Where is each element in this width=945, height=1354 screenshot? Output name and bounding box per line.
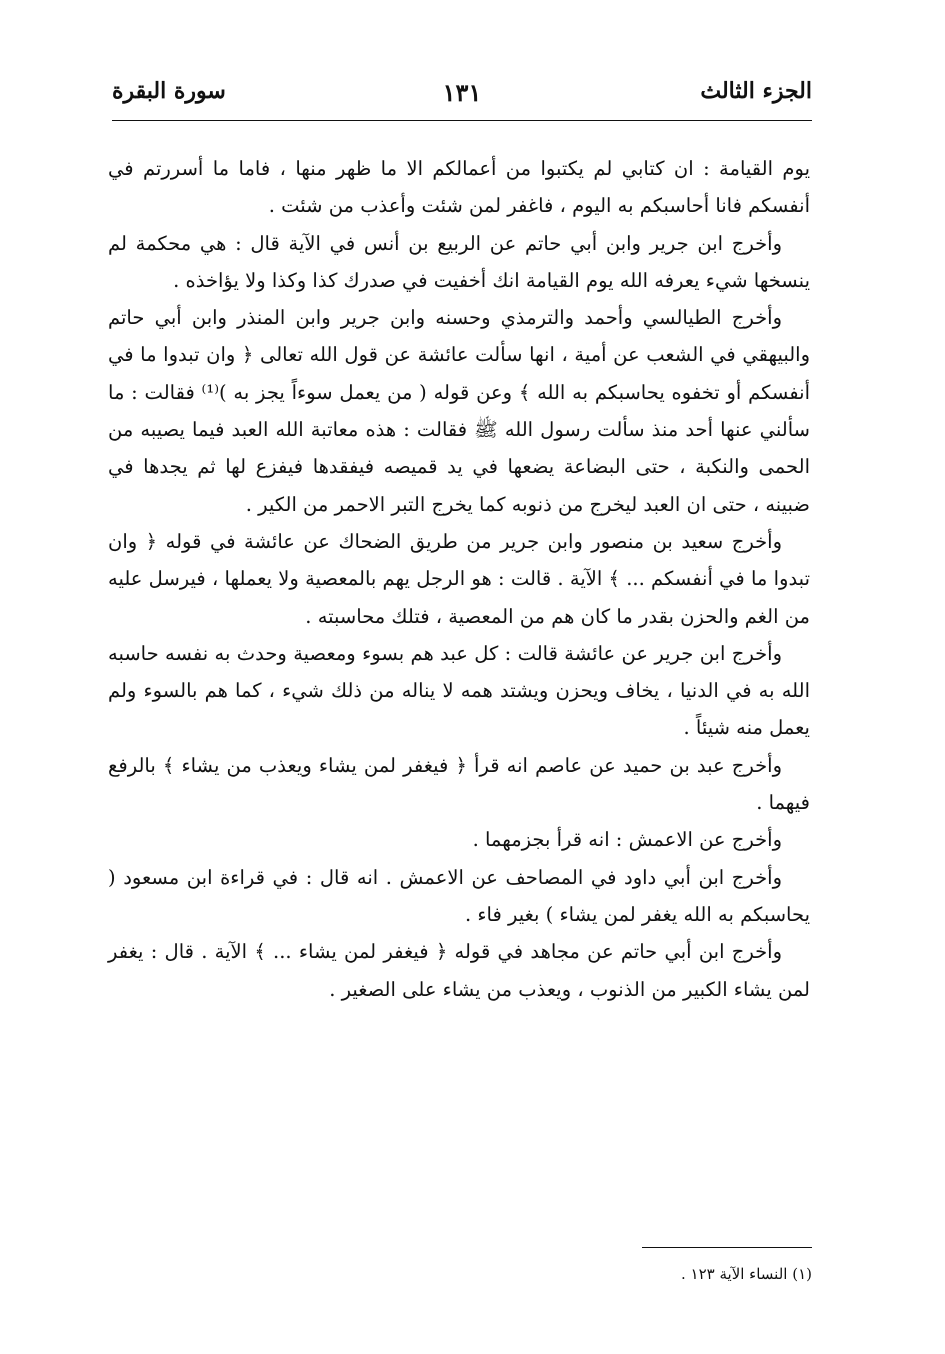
paragraph: وأخرج عبد بن حميد عن عاصم انه قرأ ﴿ فيغفر لمن يشاء ويعذب من يشاء ﴾ بالرفع فيهما . — [108, 753, 810, 815]
paragraph: وأخرج ابن أبي حاتم عن مجاهد في قوله ﴿ فيغفر لمن يشاء ... ﴾ الآية . قال : يغفر لمن يشاء الكبير من الذنوب ، ويعذب من يشاء على الصغير . — [108, 940, 810, 1001]
paragraph: وأخرج عن الاعمش : انه قرأ بجزمهما . — [472, 828, 782, 852]
paragraph: يوم القيامة : ان كتابي لم يكتبوا من أعمالكم الا ما ظهر منها ، فاما ما أسررتم في أنفسكم فانا أحاسبكم به اليوم ، فاغفر لمن شئت وأعذب من شئت . — [108, 157, 810, 218]
paragraph: وأخرج ابن أبي داود في المصاحف عن الاعمش . انه قال : في قراءة ابن مسعود ( يحاسبكم به الله يغفر لمن يشاء ) بغير فاء . — [108, 865, 810, 926]
footnote-rule — [642, 1247, 812, 1248]
footnote: (١) النساء الآية ١٢٣ . — [680, 1265, 812, 1283]
header-rule — [112, 120, 812, 121]
paragraph: وأخرج الطيالسي وأحمد والترمذي وحسنه وابن جرير وابن المنذر وابن أبي حاتم والبيهقي في الشعب عن أمية ، انها سألت عائشة عن قول الله تعالى ﴿ وان تبدوا ما في أنفسكم أو تخفوه يحاسبكم به الله ﴾ وعن قوله ( من يعمل سوءاً يجز به )⁽¹⁾ فقالت : ما سألني عنها أحد منذ سألت رسول الله ﷺ فقالت : هذه معاتبة الله العبد فيما يصيبه من الحمى والنكبة ، حتى البضاعة يضعها في يد قميصه فيفقدها فيفزع لها ثم يجدها في ضبينه ، حتى ان العبد ليخرج من ذنوبه كما يخرج التبر الاحمر من الكير . — [108, 306, 810, 516]
main-text — [108, 150, 810, 1008]
surah-title: سورة البقرة — [112, 78, 226, 104]
paragraph: وأخرج سعيد بن منصور وابن جرير من طريق الضحاك عن عائشة في قوله ﴿ وان تبدوا ما في أنفسكم ... ﴾ الآية . قالت : هو الرجل يهم بالمعصية ولا يعملها ، فيرسل عليه من الغم والحزن بقدر ما كان هم من المعصية ، فتلك محاسبته . — [108, 529, 810, 628]
page-header — [112, 74, 812, 114]
paragraph: وأخرج ابن جرير وابن أبي حاتم عن الربيع بن أنس في الآية قال : هي محكمة لم ينسخها شيء يعرفه الله يوم القيامة انك أخفيت في صدرك كذا وكذا ولا يؤاخذه . — [108, 231, 810, 292]
part-title: الجزء الثالث — [700, 78, 812, 104]
page-number: ١٣١ — [442, 78, 482, 107]
paragraph: وأخرج ابن جرير عن عائشة قالت : كل عبد هم بسوء ومعصية وحدث به نفسه حاسبه الله به في الدنيا ، يخاف ويحزن ويشتد همه لا يناله من ذلك شيء ، كما هم بالسوء ولم يعمل منه شيئاً . — [108, 641, 810, 740]
